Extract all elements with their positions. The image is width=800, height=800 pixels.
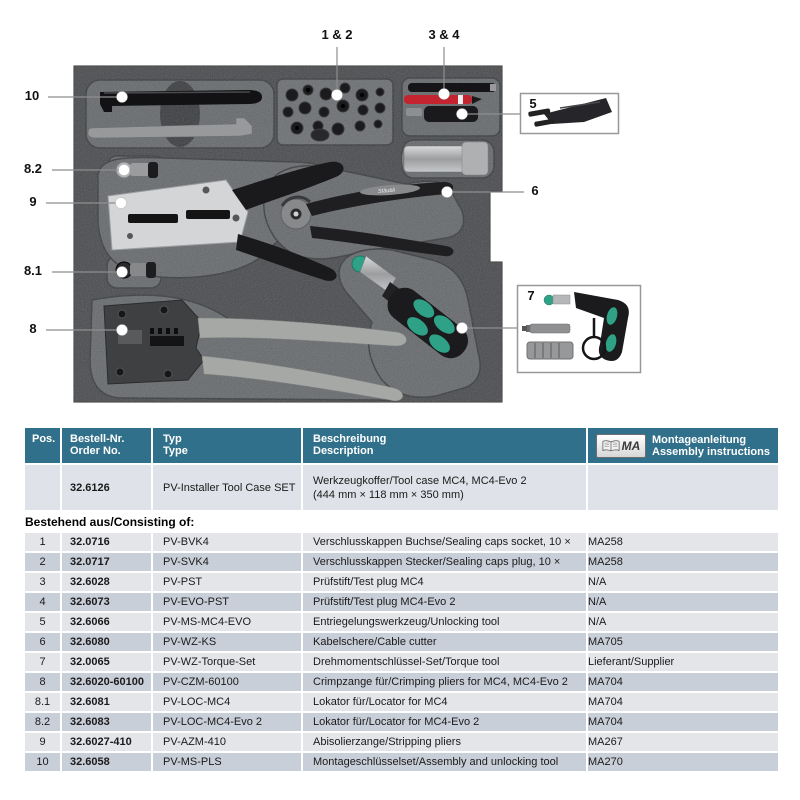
table-row [25, 593, 778, 611]
table-row [25, 713, 778, 731]
cell-description [303, 465, 588, 510]
cell-ma: MA270 [588, 756, 623, 768]
cell-type: PV-LOC-MC4-Evo 2 [153, 713, 303, 731]
cell-description: Verschlusskappen Stecker/Sealing caps plug, 10 × [303, 553, 588, 571]
table-row [25, 553, 778, 571]
cell-ma: N/A [588, 576, 607, 588]
callout-label-3-4: 3 & 4 [428, 27, 460, 42]
ma-manual-badge [596, 434, 646, 458]
cell-order-no: 32.6080 [62, 633, 153, 651]
cell-type: PV-BVK4 [153, 533, 303, 551]
cell-type: PV-EVO-PST [153, 593, 303, 611]
tool-case-set-row [25, 465, 778, 510]
cell-pos: 10 [25, 753, 62, 771]
table-row [25, 753, 778, 771]
cell-pos: 9 [25, 733, 62, 751]
open-book-icon [602, 439, 620, 453]
header-desc-de: Beschreibung [313, 433, 387, 445]
cell-description: Abisolierzange/Stripping pliers [303, 733, 588, 751]
ma-badge-text: MA [621, 438, 641, 453]
table-row [25, 653, 778, 671]
header-pos-label: Pos. [32, 433, 56, 445]
cell-description: Prüfstift/Test plug MC4 [303, 573, 588, 591]
cell-order-no: 32.0065 [62, 653, 153, 671]
cell-pos: 6 [25, 633, 62, 651]
cell-order-no: 32.6028 [62, 573, 153, 591]
cell-type: PV-WZ-KS [153, 633, 303, 651]
cell-ma: MA258 [588, 536, 623, 548]
cell-order-no: 32.6081 [62, 693, 153, 711]
header-type [153, 428, 303, 463]
table-header-row [25, 428, 778, 463]
callout-label-10: 10 [24, 88, 40, 103]
cell-order-no: 32.0717 [62, 553, 153, 571]
cell-type: PV-SVK4 [153, 553, 303, 571]
header-assembly-instructions [588, 428, 778, 463]
cell-description: Verschlusskappen Buchse/Sealing caps socket, 10 × [303, 533, 588, 551]
header-order-en: Order No. [70, 445, 121, 457]
parts-table [25, 428, 778, 773]
cell-pos: 4 [25, 593, 62, 611]
cell-ma: N/A [588, 596, 607, 608]
callout-label-9: 9 [29, 194, 37, 209]
cell-pos: 8.2 [25, 713, 62, 731]
cell-order-no: 32.6073 [62, 593, 153, 611]
table-row [25, 533, 778, 551]
cell-ma: MA704 [588, 676, 623, 688]
cell-type: PV-WZ-Torque-Set [153, 653, 303, 671]
table-row [25, 573, 778, 591]
cell-type: PV-Installer Tool Case SET [153, 465, 303, 510]
table-row [25, 733, 778, 751]
cell-order-no: 32.6058 [62, 753, 153, 771]
header-ma-text [652, 434, 770, 458]
cell-ma: MA704 [588, 716, 623, 728]
cell-type: PV-AZM-410 [153, 733, 303, 751]
callout-label-8: 8 [29, 321, 37, 336]
header-order-de: Bestell-Nr. [70, 433, 125, 445]
cell-pos: 1 [25, 533, 62, 551]
callout-label-8-2: 8.2 [23, 161, 43, 176]
table-row [25, 673, 778, 691]
callout-label-8-1: 8.1 [23, 263, 43, 278]
callout-label-5: 5 [529, 96, 537, 111]
header-type-de: Typ [163, 433, 182, 445]
consisting-of-label: Bestehend aus/Consisting of: [25, 515, 195, 529]
cell-ma: Lieferant/Supplier [588, 656, 675, 668]
cell-order-no: 32.6066 [62, 613, 153, 631]
cell-pos: 8 [25, 673, 62, 691]
header-type-en: Type [163, 445, 188, 457]
cell-ma: MA258 [588, 556, 623, 568]
cell-description: Entriegelungswerkzeug/Unlocking tool [303, 613, 588, 631]
description-line-1: Werkzeugkoffer/Tool case MC4, MC4-Evo 2 [313, 474, 527, 487]
cell-ma: MA705 [588, 636, 623, 648]
cell-description: Drehmomentschlüssel-Set/Torque tool [303, 653, 588, 671]
cutter-brand-text: Stäubli [377, 187, 396, 195]
table-row [25, 633, 778, 651]
cell-ma [588, 465, 778, 510]
cell-description: Lokator für/Locator for MC4-Evo 2 [303, 713, 588, 731]
cell-order-no: 32.6020-60100 [62, 673, 153, 691]
cell-type: PV-PST [153, 573, 303, 591]
unlocking-tool-cylinder [402, 142, 488, 175]
cell-pos: 8.1 [25, 693, 62, 711]
header-ma-en: Assembly instructions [652, 445, 770, 458]
description-line-2: (444 mm × 118 mm × 350 mm) [313, 488, 464, 501]
cell-pos: 7 [25, 653, 62, 671]
cell-description: Prüfstift/Test plug MC4-Evo 2 [303, 593, 588, 611]
cell-ma: MA267 [588, 736, 623, 748]
header-ma-de: Montageanleitung [652, 433, 747, 446]
cell-order-no: 32.6126 [62, 465, 153, 510]
callout-label-6: 6 [531, 183, 539, 198]
table-row [25, 693, 778, 711]
cell-ma: MA704 [588, 696, 623, 708]
component-rows [25, 533, 778, 771]
cell-order-no: 32.6027-410 [62, 733, 153, 751]
cell-description: Lokator für/Locator for MC4 [303, 693, 588, 711]
cell-description: Crimpzange für/Crimping pliers for MC4, MC4-Evo 2 [303, 673, 588, 691]
cell-pos: 5 [25, 613, 62, 631]
cell-pos [25, 465, 62, 510]
cell-type: PV-MS-PLS [153, 753, 303, 771]
header-order-no [62, 428, 153, 463]
cell-ma: N/A [588, 616, 607, 628]
cell-type: PV-LOC-MC4 [153, 693, 303, 711]
cell-type: PV-CZM-60100 [153, 673, 303, 691]
cell-order-no: 32.0716 [62, 533, 153, 551]
callout-label-7: 7 [527, 288, 535, 303]
header-pos [25, 428, 62, 463]
header-desc-en: Description [313, 445, 374, 457]
cell-pos: 2 [25, 553, 62, 571]
table-row [25, 613, 778, 631]
cell-description: Montageschlüsselset/Assembly and unlocking tool [303, 753, 588, 771]
cell-order-no: 32.6083 [62, 713, 153, 731]
cell-type: PV-MS-MC4-EVO [153, 613, 303, 631]
header-description [303, 428, 588, 463]
cell-description: Kabelschere/Cable cutter [303, 633, 588, 651]
cell-pos: 3 [25, 573, 62, 591]
callout-label-1-2: 1 & 2 [321, 27, 353, 42]
